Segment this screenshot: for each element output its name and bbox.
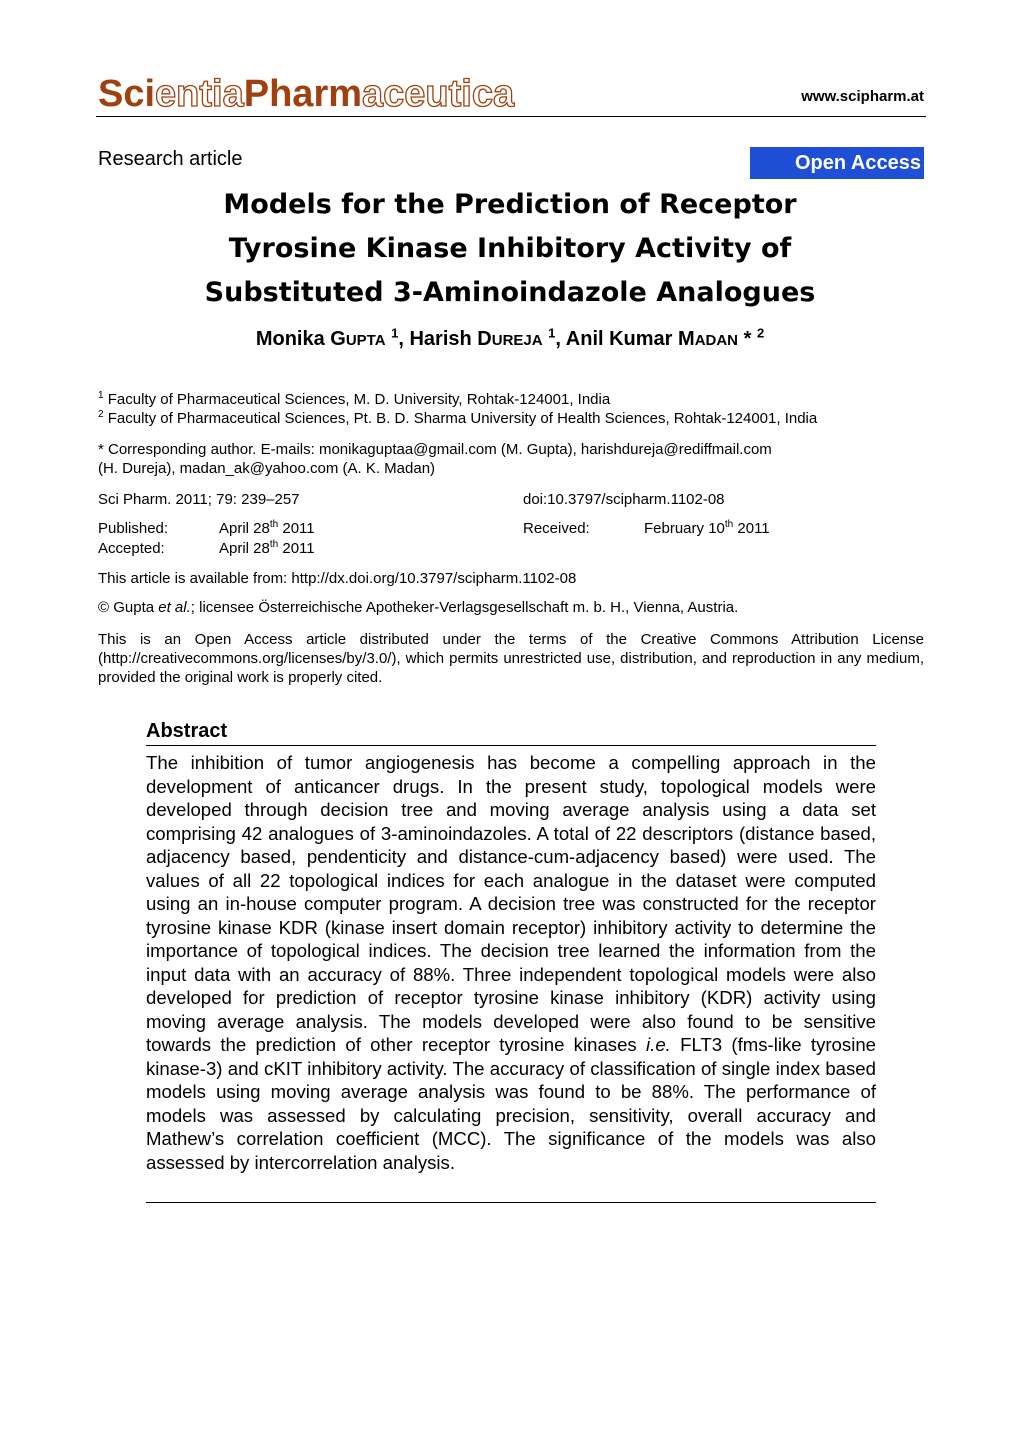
affiliation: $^1$ Faculty of Pharmaceutical Sciences, M. D. University, Rohtak-124001, India (98, 390, 611, 408)
corresponding-author-cont: (H. Dureja), madan_ak@yahoo.com (A. K. Madan) (98, 460, 436, 477)
copyright: © Gupta et al.; licensee Österreichische Apotheker-Verlagsgesellschaft m. b. H., Vienna, Austria. (98, 599, 739, 616)
author-list: Monika GUPTA $^1$, Harish DUREJA $^1$, Anil Kumar MADAN * $^2$ (255, 325, 765, 350)
citation: Sci Pharm. 2011; 79: 239–257 (98, 491, 300, 508)
availability-link[interactable]: This article is available from: http://dx.doi.org/10.3797/scipharm.1102-08 (98, 570, 577, 587)
license-text: This is an Open Access article distributed under the terms of the Creative Commons Attribution License (http://creativecommons.org/licenses/by/3.0/), which permits unrestricted use, distribution, and reproduction in any medium, provided the original work is properly cited. (98, 631, 924, 686)
title-line: Models for the Prediction of Receptor (223, 189, 797, 220)
accepted-date: April 28th 2011 (219, 539, 315, 557)
title-line: Tyrosine Kinase Inhibitory Activity of (228, 233, 792, 264)
corresponding-author: * Corresponding author. E-mails: monikaguptaa@gmail.com (M. Gupta), harishdureja@rediffmail.com (98, 441, 772, 458)
title-line: Substituted 3-Aminoindazole Analogues (204, 277, 816, 308)
article-type: Research article (98, 148, 243, 170)
received-label: Received: (523, 520, 590, 537)
abstract-heading: Abstract (146, 720, 228, 742)
abstract-bottom-rule (146, 1202, 876, 1203)
published-date: April 28th 2011 (219, 519, 315, 537)
doi: doi:10.3797/scipharm.1102-08 (523, 491, 725, 508)
journal-logo: ScientiaPharmaceutica (98, 73, 515, 115)
abstract-text: The inhibition of tumor angiogenesis has become a compelling approach in the development of anticancer drugs. In the present study, topological models were developed through decision tree and moving average analysis using a data set comprising 42 analogues of 3-aminoindazoles. A total of 22 descriptors (distance based, adjacency based, pendenticity and distance-cum-adjacency based) were used. The values of all 22 topological indices for each analogue in the dataset were computed using an in-house computer program. A decision tree was constructed for the receptor tyrosine kinase KDR (kinase insert domain receptor) inhibitory activity to determine the importance of topological indices. The decision tree learned the information from the input data with an accuracy of 88%. Three independent topological models were also developed for prediction of receptor tyrosine kinase inhibitory (KDR) activity using moving average analysis. The models developed were also found to be sensitive towards the prediction of other receptor tyrosine kinases i.e. FLT3 (fms-like tyrosine kinase-3) and cKIT inhibitory activity. The accuracy of classification of single index based models using moving average analysis was found to be 88%. The performance of models was assessed by calculating precision, sensitivity, overall accuracy and Mathew’s correlation coefficient (MCC). The significance of the models was also assessed by intercorrelation analysis. (146, 752, 877, 1173)
received-date: February 10th 2011 (644, 519, 770, 537)
accepted-label: Accepted: (98, 540, 165, 557)
article-title (96, 183, 924, 315)
journal-website-link[interactable]: www.scipharm.at (801, 88, 924, 105)
header-divider (96, 116, 926, 117)
published-label: Published: (98, 520, 169, 537)
abstract-top-rule (146, 745, 876, 746)
affiliation: $^2$ Faculty of Pharmaceutical Sciences, Pt. B. D. Sharma University of Health Sciences, Rohtak-124001, India (98, 409, 818, 427)
open-access-badge: Open Access (750, 147, 924, 179)
